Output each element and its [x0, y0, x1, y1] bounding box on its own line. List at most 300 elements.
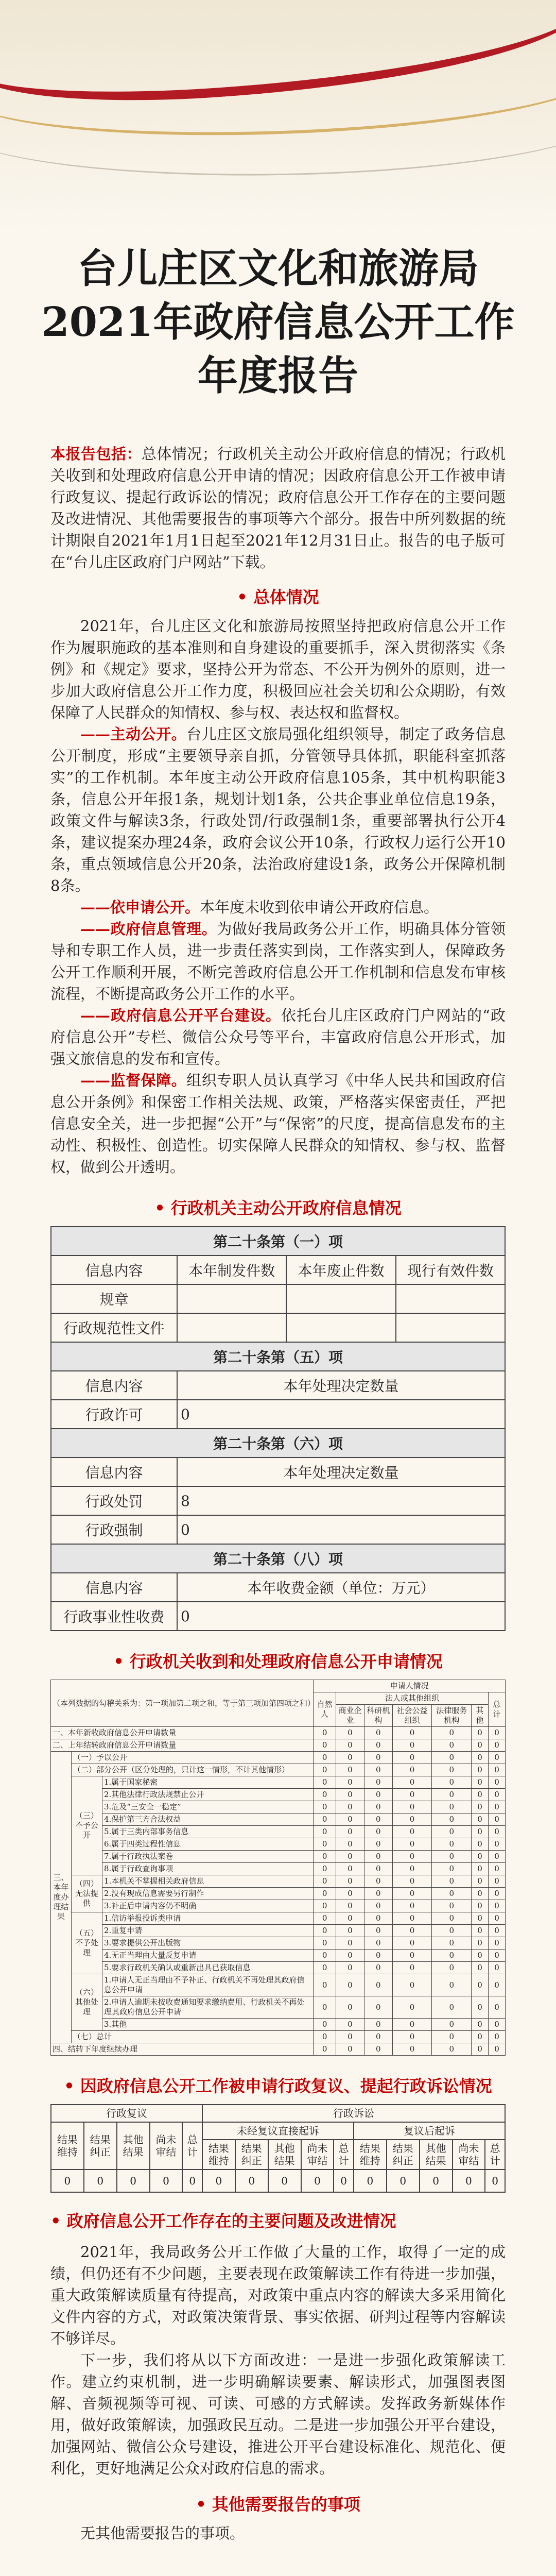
cell-value: 0	[472, 1925, 489, 1937]
cell-value: 0	[472, 1875, 489, 1888]
cell-value: 0	[432, 1727, 472, 1739]
table-section-header: 第二十条第（五）项	[51, 1342, 505, 1371]
cell-value: 0	[432, 1764, 472, 1776]
row-label: 3.危及“三安全一稳定”	[102, 1801, 314, 1814]
cell-value: 0	[392, 2031, 432, 2043]
row-label: 行政许可	[51, 1400, 177, 1429]
cell-value: 0	[314, 1776, 336, 1789]
table-header: 行政诉讼	[202, 2105, 505, 2122]
row-label: 一、本年新收政府信息公开申请数量	[51, 1727, 314, 1739]
cell-value: 0	[485, 2170, 505, 2192]
cell-value: 0	[392, 1937, 432, 1950]
cell-value: 0	[336, 2031, 364, 2043]
cell-value: 0	[489, 2031, 506, 2043]
table-header: 尚未审结	[301, 2140, 334, 2170]
section-1-body	[0, 615, 556, 1178]
cell-value: 0	[235, 2170, 268, 2192]
table-row	[51, 1739, 506, 1752]
cell-value: 0	[472, 1764, 489, 1776]
table-header: 自然人	[314, 1692, 336, 1727]
table-header: 本年制发件数	[177, 1256, 286, 1284]
row-subgroup-label: （三）不予公开	[72, 1776, 102, 1875]
row-label: （一）予以公开	[72, 1752, 314, 1764]
cell-value: 0	[364, 1838, 392, 1851]
cell-value: 0	[432, 1826, 472, 1838]
cell-value: 0	[489, 1962, 506, 1974]
row-label: （二）部分公开（区分处理的，只计这一情形，不计其他情形）	[72, 1764, 314, 1776]
cell-value: 0	[314, 2043, 336, 2056]
cell-value: 0	[314, 1727, 336, 1739]
cell-value: 0	[268, 2170, 301, 2192]
cell-value: 0	[432, 1851, 472, 1863]
cell-value: 0	[392, 1900, 432, 1912]
cell-value: 0	[364, 1937, 392, 1950]
cell-value: 0	[392, 1875, 432, 1888]
cell-value: 0	[432, 1888, 472, 1900]
cell-value: 0	[117, 2170, 150, 2192]
cell-value: 0	[392, 1739, 432, 1752]
table-row	[51, 1996, 506, 2019]
cell-value: 0	[472, 1912, 489, 1925]
cell-value: 0	[432, 1974, 472, 1996]
table-row	[51, 1814, 506, 1826]
cell-value: 0	[314, 1912, 336, 1925]
cell-value: 0	[364, 1789, 392, 1801]
cell-value: 0	[432, 1776, 472, 1789]
table-header: 现行有效件数	[396, 1256, 505, 1284]
cell-value: 0	[432, 1875, 472, 1888]
cell-value: 0	[364, 1912, 392, 1925]
cell-value: 0	[472, 1888, 489, 1900]
section-3-heading: • 行政机关收到和处理政府信息公开申请情况	[113, 1652, 443, 1671]
table-row	[51, 2043, 506, 2056]
row-label: 2.没有现成信息需要另行制作	[102, 1888, 314, 1900]
cell-value: 0	[314, 1851, 336, 1863]
cell-value: 0	[472, 1727, 489, 1739]
cell-value: 0	[314, 2031, 336, 2043]
table-header: 商业企业	[336, 1705, 364, 1727]
table-row	[51, 1950, 506, 1962]
cell-value: 0	[489, 1974, 506, 1996]
table-header: 结果纠正	[84, 2122, 117, 2170]
cell-value: 0	[432, 1950, 472, 1962]
cell-value: 0	[336, 2043, 364, 2056]
cell-value: 8	[177, 1486, 505, 1515]
cell-value: 0	[472, 1950, 489, 1962]
cell-value: 0	[314, 1739, 336, 1752]
s1-paragraph-2: ——主动公开。台儿庄区文旅局强化组织领导，制定了政务信息公开制度，形成“主要领导亲自抓，分管领导具体抓，职能科室抓落实”的工作机制。本年度主动公开政府信息105条，其中机构职能3条，信息公开年报1条，规划计划1条，公共企事业单位信息19条，政策文件与解读3条，行政处罚/行政强制1条，重要部署执行公开4条，建议提案办理24条，政府会议公开10条，行政权力运行公开10条，重点领域信息公开20条，法治政府建设1条，政务公开保障机制8条。	[50, 725, 506, 894]
cell-value: 0	[472, 1900, 489, 1912]
row-label: 4.保护第三方合法权益	[102, 1814, 314, 1826]
s6-paragraph-1: 无其他需要报告的事项。	[80, 2524, 245, 2542]
cell-value: 0	[489, 1826, 506, 1838]
cell-value: 0	[364, 1739, 392, 1752]
cell-value: 0	[489, 1912, 506, 1925]
cell-value: 0	[364, 2043, 392, 2056]
cell-value: 0	[472, 1801, 489, 1814]
table-header: 其他	[472, 1705, 489, 1727]
cell-value: 0	[392, 1801, 432, 1814]
table-row	[51, 1838, 506, 1851]
cell-value: 0	[432, 1789, 472, 1801]
cell-value: 0	[364, 1851, 392, 1863]
table-row	[51, 1752, 506, 1764]
cell-value: 0	[314, 2019, 336, 2031]
table-header: 本年废止件数	[286, 1256, 395, 1284]
cell-value: 0	[314, 1826, 336, 1838]
table-row	[51, 1863, 506, 1875]
cell-value: 0	[489, 1727, 506, 1739]
table-row	[51, 1764, 506, 1776]
cell-value: 0	[334, 2170, 354, 2192]
cell-value: 0	[392, 1838, 432, 1851]
section-4-heading: • 因政府信息公开工作被申请行政复议、提起行政诉讼情况	[64, 2076, 492, 2096]
cell-value: 0	[364, 1814, 392, 1826]
cell-value: 0	[392, 1851, 432, 1863]
cell-value: 0	[314, 1996, 336, 2019]
row-subgroup-label: （六）其他处理	[72, 1974, 102, 2031]
cell-value: 0	[472, 1838, 489, 1851]
cell-value: 0	[392, 1776, 432, 1789]
table-row	[51, 1727, 506, 1739]
cell-value: 0	[489, 1950, 506, 1962]
cell-value: 0	[364, 2031, 392, 2043]
row-label: 行政事业性收费	[51, 1602, 177, 1631]
cell-value: 0	[392, 1996, 432, 2019]
cell-value: 0	[392, 1826, 432, 1838]
cell-value: 0	[489, 1888, 506, 1900]
cell-value: 0	[489, 1789, 506, 1801]
cell-value: 0	[387, 2170, 420, 2192]
table-header: 复议后起诉	[354, 2122, 505, 2140]
cell-value: 0	[432, 1838, 472, 1851]
table-header: 结果维持	[51, 2122, 84, 2170]
cell-value: 0	[177, 1602, 505, 1631]
cell-value: 0	[336, 1912, 364, 1925]
active-disclosure-table	[50, 1226, 506, 1631]
cell-value: 0	[432, 2031, 472, 2043]
cell-value: 0	[472, 1776, 489, 1789]
cell-value: 0	[489, 1863, 506, 1875]
cell-value: 0	[420, 2170, 453, 2192]
row-label: 2.重复申请	[102, 1925, 314, 1937]
cell-value: 0	[364, 1752, 392, 1764]
table-row	[51, 1962, 506, 1974]
table-header: 法人或其他组织	[336, 1692, 489, 1705]
cell-value: 0	[392, 1752, 432, 1764]
table-section-header: 第二十条第（六）项	[51, 1429, 505, 1458]
cell-value: 0	[432, 1900, 472, 1912]
cell-value: 0	[472, 1752, 489, 1764]
cell-value: 0	[489, 1925, 506, 1937]
section-2-heading: • 行政机关主动公开政府信息情况	[154, 1198, 402, 1218]
cell-value: 0	[364, 1863, 392, 1875]
cell-value: 0	[364, 1801, 392, 1814]
cell-value: 0	[432, 1912, 472, 1925]
page-title	[0, 0, 556, 403]
s1-paragraph-6: ——监督保障。组织专职人员认真学习《中华人民共和国政府信息公开条例》和保密工作相关法规、政策，严格落实保密责任，严把信息安全关，进一步把握“公开”与“保密”的尺度，提高信息发布的主动性、积极性、创造性。切实保障人民群众的知情权、参与权、监督权，做到公开透明。	[50, 1072, 506, 1176]
application-table	[50, 1680, 506, 2056]
table-header: 本年处理决定数量	[177, 1371, 505, 1400]
table-header: 尚未审结	[150, 2122, 183, 2170]
table-header: 信息内容	[51, 1573, 177, 1602]
cell-value: 0	[489, 1814, 506, 1826]
cell-value: 0	[364, 1727, 392, 1739]
cell-value: 0	[177, 1515, 505, 1544]
cell-value: 0	[336, 1863, 364, 1875]
cell-value: 0	[472, 1974, 489, 1996]
cell-value: 0	[489, 1838, 506, 1851]
cell-value: 0	[489, 1776, 506, 1789]
table-header: 信息内容	[51, 1256, 177, 1284]
cell-value: 0	[336, 1937, 364, 1950]
row-label: 行政处罚	[51, 1486, 177, 1515]
cell-value: 0	[472, 2043, 489, 2056]
row-label: 3.其他	[102, 2019, 314, 2031]
table-row	[51, 2170, 505, 2192]
cell-value: 0	[314, 1863, 336, 1875]
cell-value: 0	[364, 1974, 392, 1996]
table-header: 结果纠正	[235, 2140, 268, 2170]
s1-paragraph-1: 2021年，台儿庄区文化和旅游局按照坚持把政府信息公开工作作为履职施政的基本准则和自身建设的重要抓手，深入贯彻落实《条例》和《规定》要求，坚持公开为常态、不公开为例外的原则，进一步加大政府信息公开工作力度，积极回应社会关切和公众期盼，有效保障了人民群众的知情权、参与权、表达权和监督权。	[50, 617, 506, 721]
s1-paragraph-4: ——政府信息管理。为做好我局政务公开工作，明确具体分管领导和专职工作人员，进一步责任落实到岗，工作落实到人，保障政务公开工作顺利开展，不断完善政府信息公开工作机制和信息发布审核流程，不断提高政务公开工作的水平。	[50, 920, 506, 1003]
cell-value: 0	[354, 2170, 387, 2192]
cell-value: 0	[51, 2170, 84, 2192]
cell-value: 0	[392, 1764, 432, 1776]
cell-value: 0	[336, 1950, 364, 1962]
row-label: 行政规范性文件	[51, 1313, 177, 1342]
row-label: 1.申请人无正当理由不予补正、行政机关不再处理其政府信息公开申请	[102, 1974, 314, 1996]
table-row	[51, 2031, 506, 2043]
cell-value: 0	[336, 1962, 364, 1974]
table-header: 总计	[182, 2122, 202, 2170]
intro	[0, 443, 556, 573]
cell-value: 0	[364, 1826, 392, 1838]
cell-value: 0	[314, 1814, 336, 1826]
cell-value: 0	[489, 1937, 506, 1950]
cell-value: 0	[432, 2043, 472, 2056]
cell-value: 0	[336, 1752, 364, 1764]
table-header: 尚未审结	[453, 2140, 485, 2170]
cell-value: 0	[489, 1764, 506, 1776]
table-header: 社会公益组织	[392, 1705, 432, 1727]
row-label: 2.申请人逾期未按收费通知要求缴纳费用、行政机关不再处理其政府信息公开申请	[102, 1996, 314, 2019]
cell-value: 0	[472, 1962, 489, 1974]
table-header: 总计	[489, 1692, 506, 1727]
table-header: 未经复议直接起诉	[202, 2122, 354, 2140]
cell-value: 0	[364, 1950, 392, 1962]
cell-value: 0	[472, 1739, 489, 1752]
cell-value: 0	[392, 1912, 432, 1925]
cell-value: 0	[489, 1851, 506, 1863]
cell-value: 0	[472, 2031, 489, 2043]
cell-value: 0	[314, 1752, 336, 1764]
cell-value: 0	[314, 1888, 336, 1900]
cell-value: 0	[472, 1814, 489, 1826]
s1-paragraph-5: ——政府信息公开平台建设。依托台儿庄区政府门户网站的“政府信息公开”专栏、微信公众号等平台，丰富政府信息公开形式，加强文旅信息的发布和宣传。	[50, 1007, 506, 1067]
cell-value: 0	[336, 1996, 364, 2019]
cell-value: 0	[364, 1776, 392, 1789]
review-litigation-table	[50, 2104, 506, 2193]
row-label: 3.要求提供公开出版物	[102, 1937, 314, 1950]
cell-value: 0	[432, 1962, 472, 1974]
cell-value: 0	[392, 1789, 432, 1801]
table-header: 法律服务机构	[432, 1705, 472, 1727]
cell-value: 0	[489, 1875, 506, 1888]
table-header: 信息内容	[51, 1371, 177, 1400]
table-header: 信息内容	[51, 1458, 177, 1486]
cell-value: 0	[364, 2019, 392, 2031]
row-label: 5.要求行政机关确认或重新出具已获取信息	[102, 1962, 314, 1974]
row-label: 6.属于四类过程性信息	[102, 1838, 314, 1851]
row-label: 3.补正后申请内容仍不明确	[102, 1900, 314, 1912]
cell-value: 0	[336, 1925, 364, 1937]
cell-value: 0	[489, 1752, 506, 1764]
table-row	[51, 1875, 506, 1888]
table-row	[51, 2019, 506, 2031]
title-line-2: 2021年政府信息公开工作	[41, 299, 515, 346]
cell-value: 0	[336, 1776, 364, 1789]
intro-text: 总体情况；行政机关主动公开政府信息的情况；行政机关收到和处理政府信息公开申请的情况；因政府信息公开工作被申请行政复议、提起行政诉讼的情况；政府信息公开工作存在的主要问题及改进情况、其他需要报告的事项等六个部分。报告中所列数据的统计期限自2021年1月1日起至2021年12月31日止。报告的电子版可在“台儿庄区政府门户网站”下载。	[50, 445, 506, 571]
row-label: 8.属于行政查询事项	[102, 1863, 314, 1875]
cell-value: 0	[392, 1962, 432, 1974]
table-row	[51, 1912, 506, 1925]
cell-value: 0	[177, 1400, 505, 1429]
cell-value: 0	[336, 1900, 364, 1912]
cell-value: 0	[489, 2019, 506, 2031]
cell-value: 0	[392, 1727, 432, 1739]
cell-value: 0	[432, 1863, 472, 1875]
cell-value: 0	[314, 1875, 336, 1888]
title-line-3: 年度报告	[197, 352, 358, 399]
cell-value: 0	[336, 1974, 364, 1996]
table-row	[51, 1789, 506, 1801]
table-row	[51, 1974, 506, 1996]
cell-value: 0	[489, 1996, 506, 2019]
cell-value: 0	[314, 1789, 336, 1801]
table-header: 其他结果	[117, 2122, 150, 2170]
section-5-heading: • 政府信息公开工作存在的主要问题及改进情况	[50, 2211, 396, 2231]
row-label: 4.无正当理由大量反复申请	[102, 1950, 314, 1962]
table-row	[51, 1900, 506, 1912]
table-header: 本年处理决定数量	[177, 1458, 505, 1486]
cell-value: 0	[364, 1925, 392, 1937]
cell-value: 0	[336, 1739, 364, 1752]
row-label: 1.属于国家秘密	[102, 1776, 314, 1789]
cell-value: 0	[472, 1863, 489, 1875]
cell-value: 0	[392, 2043, 432, 2056]
row-label: （七）总计	[72, 2031, 314, 2043]
cell-value: 0	[392, 1863, 432, 1875]
cell-value: 0	[364, 1888, 392, 1900]
cell-value: 0	[314, 1974, 336, 1996]
cell-value: 0	[336, 1801, 364, 1814]
title-line-1: 台儿庄区文化和旅游局	[77, 245, 479, 292]
cell-value: 0	[472, 1826, 489, 1838]
s1-paragraph-3: ——依申请公开。本年度未收到依申请公开政府信息。	[80, 899, 439, 916]
cell-value: 0	[432, 1752, 472, 1764]
cell-value: 0	[392, 1925, 432, 1937]
row-group-label: 三、本年度办理结果	[51, 1752, 72, 2043]
table-header: 行政复议	[51, 2105, 202, 2122]
cell-value: 0	[84, 2170, 117, 2192]
report-content	[0, 443, 556, 2544]
cell-value: 0	[432, 1801, 472, 1814]
cell-value: 0	[314, 1950, 336, 1962]
cell-value: 0	[336, 1814, 364, 1826]
table-row	[51, 1826, 506, 1838]
table-section-header: 第二十条第（一）项	[51, 1227, 505, 1256]
table-row	[51, 1925, 506, 1937]
cell-value: 0	[202, 2170, 235, 2192]
cell-value: 0	[336, 1727, 364, 1739]
cell-value: 0	[314, 1962, 336, 1974]
cell-value: 0	[150, 2170, 183, 2192]
cell-value: 0	[432, 1996, 472, 2019]
cell-value: 0	[472, 1996, 489, 2019]
s5-paragraph-2: 下一步，我们将从以下方面改进：一是进一步强化政策解读工作。建立约束机制，进一步明确解读要素、解读形式，加强图表图解、音频视频等可视、可读、可感的方式解读。发挥政务新媒体作用，做好政策解读，加强政民互动。二是进一步加强公开平台建设，加强网站、微信公众号建设，推进公开平台建设标准化、规范化、便利化，更好地满足公众对政府信息的需求。	[50, 2351, 506, 2477]
cell-value: 0	[489, 1900, 506, 1912]
cell-value: 0	[336, 1764, 364, 1776]
row-label: 1.信访举报投诉类申请	[102, 1912, 314, 1925]
cell-value: 0	[432, 1739, 472, 1752]
cell-value: 0	[392, 1888, 432, 1900]
cell-value: 0	[182, 2170, 202, 2192]
cell-value: 0	[364, 1764, 392, 1776]
table-header: 总计	[334, 2140, 354, 2170]
table-header: 其他结果	[268, 2140, 301, 2170]
cell-value: 0	[364, 1996, 392, 2019]
section-1-heading: • 总体情况	[237, 587, 319, 607]
cell-value: 0	[472, 1851, 489, 1863]
cell-value: 0	[472, 2019, 489, 2031]
cell-value: 0	[336, 1838, 364, 1851]
cell-value: 0	[489, 1801, 506, 1814]
cell-value: 0	[336, 1826, 364, 1838]
row-subgroup-label: （四）无法提供	[72, 1875, 102, 1912]
table-row	[51, 1888, 506, 1900]
cell-value: 0	[453, 2170, 485, 2192]
cell-value: 0	[489, 2043, 506, 2056]
table-header: 总计	[485, 2140, 505, 2170]
cell-value: 0	[314, 1900, 336, 1912]
row-label: 7.属于行政执法案卷	[102, 1851, 314, 1863]
section-5-body	[0, 2241, 556, 2479]
table-row	[51, 1776, 506, 1789]
table-row	[51, 1801, 506, 1814]
row-label: 二、上年结转政府信息公开申请数量	[51, 1739, 314, 1752]
cell-value: 0	[392, 1974, 432, 1996]
cell-value: 0	[336, 2019, 364, 2031]
cell-value: 0	[314, 1801, 336, 1814]
table-header: 其他结果	[420, 2140, 453, 2170]
section-6-heading: • 其他需要报告的事项	[196, 2495, 360, 2514]
cell-value: 0	[364, 1962, 392, 1974]
cell-value: 0	[392, 1950, 432, 1962]
cell-value: 0	[336, 1875, 364, 1888]
cell-value: 0	[336, 1888, 364, 1900]
row-label: 行政强制	[51, 1515, 177, 1544]
row-label: 四、结转下年度继续办理	[51, 2043, 314, 2056]
cell-value: 0	[314, 1764, 336, 1776]
row-label: 规章	[51, 1284, 177, 1313]
table-header: 结果维持	[202, 2140, 235, 2170]
cell-value: 0	[432, 2019, 472, 2031]
cell-value: 0	[432, 1814, 472, 1826]
table-row	[51, 1937, 506, 1950]
cell-value: 0	[489, 1739, 506, 1752]
table-header: 申请人情况	[314, 1680, 506, 1692]
